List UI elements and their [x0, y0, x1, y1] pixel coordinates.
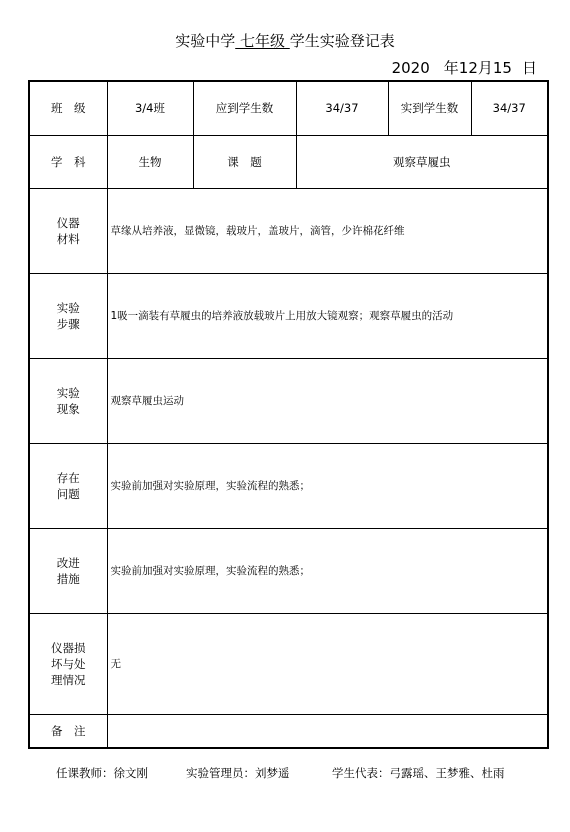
damage-content: 无 — [107, 613, 548, 714]
section-row-improvements — [29, 528, 548, 613]
lab-manager-signature: 实验管理员：刘梦遥 — [186, 766, 290, 780]
form-title — [0, 31, 570, 51]
registration-table — [28, 80, 549, 749]
class-row — [29, 81, 548, 135]
improvements-label: 改进 措施 — [29, 528, 107, 613]
form-name: 学生实验登记表 — [289, 32, 395, 50]
materials-label: 仪器 材料 — [29, 188, 107, 273]
section-row-materials — [29, 188, 548, 273]
damage-label: 仪器损 坏与处 理情况 — [29, 613, 107, 714]
section-row-phenomenon — [29, 358, 548, 443]
subject-row — [29, 135, 548, 188]
steps-label: 实验 步骤 — [29, 273, 107, 358]
expected-students-label: 应到学生数 — [193, 81, 296, 135]
phenomenon-label: 实验 现象 — [29, 358, 107, 443]
class-value: 3/4班 — [107, 81, 193, 135]
date-year: 2020 — [391, 59, 430, 77]
materials-content: 草缘从培养液，显微镜，载玻片，盖玻片，滴管，少许棉花纤维 — [107, 188, 548, 273]
form-date — [392, 58, 537, 78]
date-month-day: 12月15 — [458, 59, 512, 77]
section-row-steps — [29, 273, 548, 358]
teacher-signature: 任课教师：徐文刚 — [56, 766, 148, 780]
remarks-content — [107, 714, 548, 748]
remarks-label: 备 注 — [29, 714, 107, 748]
improvements-content: 实验前加强对实验原理，实验流程的熟悉； — [107, 528, 548, 613]
topic-value: 观察草履虫 — [296, 135, 548, 188]
phenomenon-content: 观察草履虫运动 — [107, 358, 548, 443]
remarks-row — [29, 714, 548, 748]
class-label: 班 级 — [29, 81, 107, 135]
date-year-unit: 年 — [443, 59, 459, 77]
school-name: 实验中学 — [175, 32, 236, 50]
signature-footer — [56, 765, 556, 781]
subject-label: 学 科 — [29, 135, 107, 188]
student-representatives: 学生代表：弓露瑶、王梦雅、杜雨 — [332, 766, 505, 780]
date-day-unit: 日 — [521, 59, 537, 77]
actual-students-label: 实到学生数 — [388, 81, 471, 135]
expected-students-value: 34/37 — [296, 81, 388, 135]
section-row-problems — [29, 443, 548, 528]
problems-label: 存在 问题 — [29, 443, 107, 528]
steps-content: 1吸一滴装有草履虫的培养液放载玻片上用放大镜观察；观察草履虫的活动 — [107, 273, 548, 358]
subject-value: 生物 — [107, 135, 193, 188]
problems-content: 实验前加强对实验原理，实验流程的熟悉； — [107, 443, 548, 528]
actual-students-value: 34/37 — [471, 81, 548, 135]
section-row-damage — [29, 613, 548, 714]
topic-label: 课 题 — [193, 135, 296, 188]
grade-name: 七年级 — [235, 32, 290, 50]
